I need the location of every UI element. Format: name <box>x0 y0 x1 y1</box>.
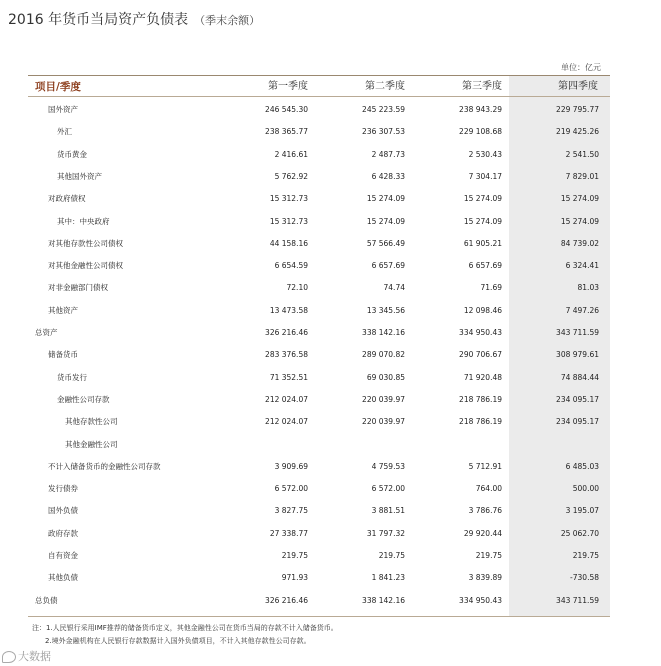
table-bottom-rule <box>28 616 610 617</box>
cell-q1: 326 216.46 <box>265 328 308 337</box>
cell-q2: 236 307.53 <box>362 127 405 137</box>
cell-q2: 74.74 <box>383 283 405 293</box>
cell-q4: 229 795.77 <box>556 105 599 114</box>
table-row <box>0 236 661 252</box>
header-q2: 第二季度 <box>365 81 405 92</box>
table-row <box>0 593 661 609</box>
cell-q4: 15 274.09 <box>560 216 599 226</box>
cell-q1: 2 416.61 <box>274 149 308 159</box>
cell-q1: 246 545.30 <box>265 105 308 114</box>
cell-q3: 229 108.68 <box>459 127 502 137</box>
cell-q4: 74 884.44 <box>560 372 599 382</box>
cell-q3: 29 920.44 <box>463 528 502 538</box>
row-label: 货币发行 <box>57 372 87 382</box>
cell-q1: 238 365.77 <box>265 127 308 137</box>
cell-q2: 220 039.97 <box>362 394 405 404</box>
table-row <box>0 347 661 363</box>
row-label: 其中：中央政府 <box>57 216 110 226</box>
cell-q1: 219.75 <box>281 551 308 560</box>
note-2: 2.境外金融机构在人民银行存款数据计入国外负债项目，不计入其他存款性公司存款。 <box>45 637 311 645</box>
cell-q3: 15 274.09 <box>463 194 502 204</box>
cell-q3: 71 920.48 <box>463 372 502 382</box>
cell-q3: 12 098.46 <box>463 305 502 315</box>
cell-q1: 15 312.73 <box>269 194 308 204</box>
cell-q2: 6 657.69 <box>371 261 405 271</box>
cell-q1: 27 338.77 <box>269 528 308 538</box>
cell-q4: 3 195.07 <box>565 506 599 516</box>
cell-q2: 69 030.85 <box>366 372 405 382</box>
cell-q4: 81.03 <box>577 283 599 293</box>
cell-q1: 326 216.46 <box>265 595 308 605</box>
cell-q4: 234 095.17 <box>556 394 599 404</box>
cell-q3: 2 530.43 <box>468 149 502 159</box>
table-row <box>0 503 661 519</box>
row-label: 政府存款 <box>48 528 78 538</box>
row-label: 其他资产 <box>48 305 78 315</box>
table-row <box>0 437 661 453</box>
cell-q2: 338 142.16 <box>362 328 405 337</box>
cell-q3: 5 712.91 <box>468 461 502 471</box>
cell-q2: 220 039.97 <box>362 417 405 427</box>
cell-q3: 334 950.43 <box>459 328 502 337</box>
row-label: 其他金融性公司 <box>65 439 118 449</box>
table-row <box>0 102 661 118</box>
row-label: 其他负债 <box>48 573 78 583</box>
cell-q2: 4 759.53 <box>371 461 405 471</box>
row-label: 其他国外资产 <box>57 171 102 181</box>
cell-q3: 6 657.69 <box>468 261 502 271</box>
table-row <box>0 169 661 185</box>
table-top-rule <box>28 75 610 76</box>
watermark-text: 大数据 <box>18 650 51 663</box>
cell-q1: 971.93 <box>281 573 308 583</box>
weibo-icon <box>2 651 16 663</box>
table-row <box>0 325 661 341</box>
cell-q4: -730.58 <box>570 573 599 583</box>
table-row <box>0 548 661 564</box>
cell-q2: 15 274.09 <box>366 194 405 204</box>
row-label: 总负债 <box>35 595 58 605</box>
unit-label: 单位：亿元 <box>561 63 601 72</box>
cell-q2: 245 223.59 <box>362 105 405 114</box>
table-row <box>0 280 661 296</box>
cell-q3: 7 304.17 <box>468 171 502 181</box>
cell-q1: 212 024.07 <box>265 417 308 427</box>
row-label: 对其他存款性公司债权 <box>48 238 123 248</box>
title-subtitle: （季末余额） <box>194 14 261 27</box>
cell-q2: 57 566.49 <box>366 238 405 248</box>
row-label: 自有资金 <box>48 551 78 560</box>
header-q4: 第四季度 <box>558 81 598 92</box>
cell-q1: 6 654.59 <box>274 261 308 271</box>
cell-q2: 6 572.00 <box>371 484 405 494</box>
row-label: 金融性公司存款 <box>57 394 110 404</box>
cell-q1: 72.10 <box>286 283 308 293</box>
cell-q4: 219.75 <box>572 551 599 560</box>
cell-q3: 61 905.21 <box>463 238 502 248</box>
notes <box>32 622 338 648</box>
row-label: 储备货币 <box>48 350 78 360</box>
cell-q4: 308 979.61 <box>556 350 599 360</box>
row-label: 对其他金融性公司债权 <box>48 261 123 271</box>
table-row <box>0 370 661 386</box>
cell-q1: 5 762.92 <box>274 171 308 181</box>
table-row <box>0 459 661 475</box>
cell-q3: 71.69 <box>480 283 502 293</box>
header-q3: 第三季度 <box>462 81 502 92</box>
row-label: 不计入储备货币的金融性公司存款 <box>48 461 161 471</box>
cell-q4: 7 497.26 <box>565 305 599 315</box>
cell-q4: 25 062.70 <box>560 528 599 538</box>
title-text: 2016 年货币当局资产负债表 <box>8 12 189 28</box>
cell-q3: 334 950.43 <box>459 595 502 605</box>
row-label: 货币黄金 <box>57 149 87 159</box>
header-label: 项目/季度 <box>35 81 81 93</box>
cell-q4: 6 485.03 <box>565 461 599 471</box>
row-label: 对非金融部门债权 <box>48 283 108 293</box>
table-row <box>0 481 661 497</box>
cell-q1: 212 024.07 <box>265 394 308 404</box>
table-row <box>0 124 661 140</box>
row-label: 对政府债权 <box>48 194 86 204</box>
row-label: 总资产 <box>35 328 58 337</box>
cell-q3: 218 786.19 <box>459 394 502 404</box>
table-title <box>8 9 260 29</box>
cell-q2: 31 797.32 <box>366 528 405 538</box>
cell-q3: 219.75 <box>475 551 502 560</box>
cell-q4: 2 541.50 <box>565 149 599 159</box>
cell-q1: 15 312.73 <box>269 216 308 226</box>
cell-q4: 219 425.26 <box>556 127 599 137</box>
cell-q4: 7 829.01 <box>565 171 599 181</box>
cell-q1: 71 352.51 <box>269 372 308 382</box>
table-row <box>0 414 661 430</box>
row-label: 外汇 <box>57 127 72 137</box>
table-header-rule <box>28 96 610 97</box>
cell-q3: 15 274.09 <box>463 216 502 226</box>
cell-q1: 6 572.00 <box>274 484 308 494</box>
table-row <box>0 392 661 408</box>
cell-q1: 3 827.75 <box>274 506 308 516</box>
cell-q3: 3 839.89 <box>468 573 502 583</box>
table-row <box>0 214 661 230</box>
row-label: 国外负债 <box>48 506 78 516</box>
cell-q4: 234 095.17 <box>556 417 599 427</box>
cell-q1: 3 909.69 <box>274 461 308 471</box>
table-row <box>0 147 661 163</box>
cell-q1: 283 376.58 <box>265 350 308 360</box>
table-row <box>0 303 661 319</box>
cell-q3: 290 706.67 <box>459 350 502 360</box>
cell-q4: 6 324.41 <box>565 261 599 271</box>
table-row <box>0 258 661 274</box>
table-row <box>0 570 661 586</box>
cell-q3: 218 786.19 <box>459 417 502 427</box>
cell-q2: 1 841.23 <box>371 573 405 583</box>
cell-q2: 289 070.82 <box>362 350 405 360</box>
cell-q2: 2 487.73 <box>371 149 405 159</box>
cell-q2: 13 345.56 <box>366 305 405 315</box>
cell-q4: 500.00 <box>572 484 599 494</box>
cell-q2: 6 428.33 <box>371 171 405 181</box>
cell-q1: 13 473.58 <box>269 305 308 315</box>
row-label: 发行债券 <box>48 484 78 494</box>
cell-q2: 3 881.51 <box>371 506 405 516</box>
cell-q1: 44 158.16 <box>269 238 308 248</box>
cell-q4: 343 711.59 <box>556 328 599 337</box>
cell-q4: 15 274.09 <box>560 194 599 204</box>
cell-q3: 238 943.29 <box>459 105 502 114</box>
header-q1: 第一季度 <box>268 81 308 92</box>
note-1: 注：1.人民银行采用IMF推荐的储备货币定义，其他金融性公司在货币当局的存款不计入储备货币。 <box>32 624 338 632</box>
cell-q2: 219.75 <box>378 551 405 560</box>
table-row <box>0 191 661 207</box>
cell-q3: 764.00 <box>475 484 502 494</box>
row-label: 其他存款性公司 <box>65 417 118 427</box>
cell-q2: 15 274.09 <box>366 216 405 226</box>
cell-q4: 343 711.59 <box>556 595 599 605</box>
table-row <box>0 526 661 542</box>
row-label: 国外资产 <box>48 105 78 114</box>
cell-q3: 3 786.76 <box>468 506 502 516</box>
cell-q2: 338 142.16 <box>362 595 405 605</box>
cell-q4: 84 739.02 <box>560 238 599 248</box>
watermark <box>2 648 51 664</box>
